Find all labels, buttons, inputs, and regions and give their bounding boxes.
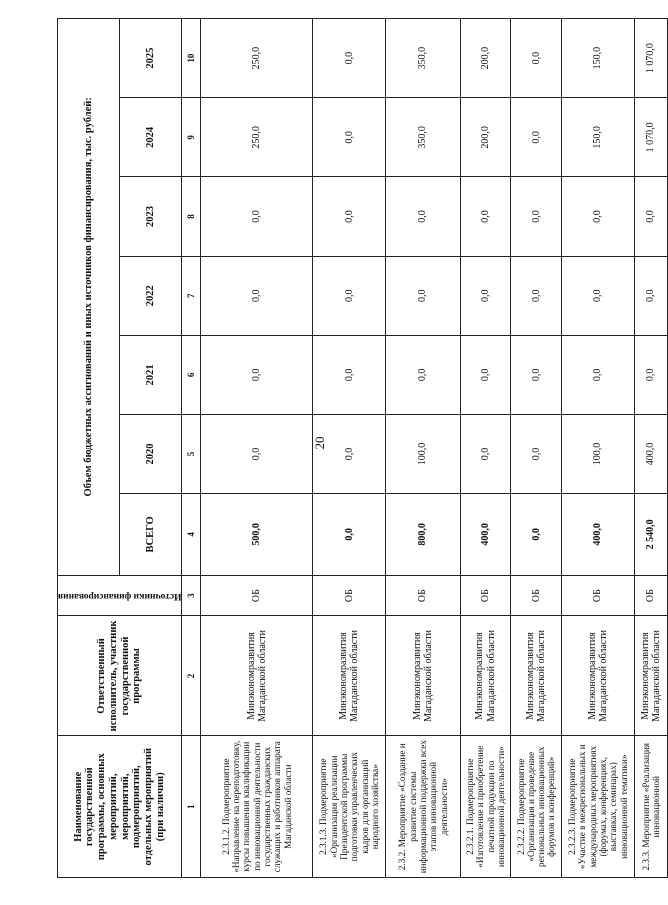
row-value: 0,0 <box>635 256 668 335</box>
row-name: 2.3.1.3. Подмероприятие «Организация реализации Президентской программы подготовки управленческих кадров для организаций народного хозяйства» <box>313 736 386 878</box>
row-executor: Минэкономразвития Магаданской области <box>201 616 313 736</box>
row-total: 500,0 <box>201 494 313 576</box>
row-value: 0,0 <box>313 256 386 335</box>
row-value: 0,0 <box>511 19 562 98</box>
rotated-table-wrapper <box>57 18 663 878</box>
row-executor: Минэкономразвития Магаданской области <box>313 616 386 736</box>
row-source: ОБ <box>511 575 562 616</box>
row-value: 100,0 <box>561 414 634 493</box>
column-numbers-row <box>182 19 201 878</box>
header-row-1 <box>58 19 120 878</box>
row-value: 0,0 <box>386 177 460 256</box>
row-executor: Минэкономразвития Магаданской области <box>460 616 511 736</box>
row-value: 250,0 <box>201 19 313 98</box>
row-value: 0,0 <box>460 177 511 256</box>
row-total: 400,0 <box>460 494 511 576</box>
row-value: 150,0 <box>561 98 634 177</box>
column-number: 6 <box>182 335 201 414</box>
row-name: 2.3.2.3. Подмероприятие «Участие в межрегиональных и международных мероприятиях (форумах, конференциях, выставках, семинарах) инновационной тематики» <box>561 736 634 878</box>
column-number: 10 <box>182 19 201 98</box>
header-source-text: Источники финансирования <box>58 590 182 601</box>
column-number: 3 <box>182 575 201 616</box>
row-total: 400,0 <box>561 494 634 576</box>
row-source: ОБ <box>635 575 668 616</box>
row-value: 0,0 <box>460 414 511 493</box>
header-year: 2024 <box>120 98 182 177</box>
row-name: 2.3.3. Мероприятие «Реализация инновационной <box>635 736 668 878</box>
table-row <box>511 19 562 878</box>
column-number: 2 <box>182 616 201 736</box>
row-value: 350,0 <box>386 19 460 98</box>
column-number: 9 <box>182 98 201 177</box>
header-total: ВСЕГО <box>120 494 182 576</box>
row-total: 0,0 <box>313 494 386 576</box>
column-number: 8 <box>182 177 201 256</box>
row-value: 0,0 <box>511 256 562 335</box>
header-executor: Ответственный исполнитель, участник государственной программы <box>58 616 182 736</box>
row-value: 0,0 <box>386 256 460 335</box>
row-executor: Минэкономразвития Магаданской области <box>635 616 668 736</box>
row-value: 0,0 <box>561 335 634 414</box>
header-year: 2023 <box>120 177 182 256</box>
row-total: 0,0 <box>511 494 562 576</box>
header-year: 2025 <box>120 19 182 98</box>
row-executor: Минэкономразвития Магаданской области <box>511 616 562 736</box>
column-number: 1 <box>182 736 201 878</box>
row-total: 2 540,0 <box>635 494 668 576</box>
table-row <box>635 19 668 878</box>
table-row <box>561 19 634 878</box>
row-value: 350,0 <box>386 98 460 177</box>
row-total: 800,0 <box>386 494 460 576</box>
row-value: 100,0 <box>386 414 460 493</box>
row-value: 0,0 <box>201 177 313 256</box>
row-value: 0,0 <box>635 335 668 414</box>
row-value: 0,0 <box>386 335 460 414</box>
row-value: 0,0 <box>201 256 313 335</box>
row-source: ОБ <box>460 575 511 616</box>
row-value: 0,0 <box>313 335 386 414</box>
row-value: 0,0 <box>511 335 562 414</box>
row-value: 150,0 <box>561 19 634 98</box>
row-value: 0,0 <box>460 335 511 414</box>
header-source <box>58 575 182 616</box>
row-source: ОБ <box>313 575 386 616</box>
header-name: Наименование государственной программы, основных мероприятий, мероприятий, подмероприятий, отдельных мероприятий (при наличии) <box>58 736 182 878</box>
row-value: 0,0 <box>201 335 313 414</box>
row-name: 2.3.1.2. Подмероприятие «Направление на переподготовку, курсы повышения квалификации по инновационной деятельности государственных гражданских служащих и работников аппарата Магаданской области <box>201 736 313 878</box>
table-row <box>201 19 313 878</box>
row-value: 1 070,0 <box>635 98 668 177</box>
header-year: 2020 <box>120 414 182 493</box>
header-funding: Объем бюджетных ассигнований и иных источников финансирования, тыс. рублей: <box>58 19 120 576</box>
row-source: ОБ <box>386 575 460 616</box>
row-executor: Минэкономразвития Магаданской области <box>386 616 460 736</box>
table-row <box>386 19 460 878</box>
row-name: 2.3.2. Мероприятие «Создание и развитие системы информационной поддержки всех этапов инновационной деятельности» <box>386 736 460 878</box>
column-number: 7 <box>182 256 201 335</box>
row-value: 400,0 <box>635 414 668 493</box>
row-executor: Минэкономразвития Магаданской области <box>561 616 634 736</box>
row-source: ОБ <box>201 575 313 616</box>
table-row <box>460 19 511 878</box>
row-value: 0,0 <box>313 19 386 98</box>
row-value: 0,0 <box>635 177 668 256</box>
row-value: 0,0 <box>460 256 511 335</box>
table-row <box>313 19 386 878</box>
row-name: 2.3.2.2. Подмероприятие «Организация и проведение региональных инновационных форумов и конференций» <box>511 736 562 878</box>
funding-table <box>57 18 668 878</box>
row-value: 200,0 <box>460 98 511 177</box>
row-value: 0,0 <box>313 414 386 493</box>
row-value: 0,0 <box>313 177 386 256</box>
row-value: 0,0 <box>201 414 313 493</box>
page-number: 20 <box>312 436 327 450</box>
row-name: 2.3.2.1. Подмероприятие «Изготовление и приобретение печатной продукции по инновационной деятельности» <box>460 736 511 878</box>
column-number: 4 <box>182 494 201 576</box>
row-value: 250,0 <box>201 98 313 177</box>
header-year: 2021 <box>120 335 182 414</box>
row-value: 0,0 <box>313 98 386 177</box>
row-value: 200,0 <box>460 19 511 98</box>
column-number: 5 <box>182 414 201 493</box>
row-value: 0,0 <box>511 414 562 493</box>
row-value: 1 070,0 <box>635 19 668 98</box>
row-value: 0,0 <box>511 98 562 177</box>
header-year: 2022 <box>120 256 182 335</box>
row-value: 0,0 <box>511 177 562 256</box>
row-value: 0,0 <box>561 256 634 335</box>
row-source: ОБ <box>561 575 634 616</box>
row-value: 0,0 <box>561 177 634 256</box>
